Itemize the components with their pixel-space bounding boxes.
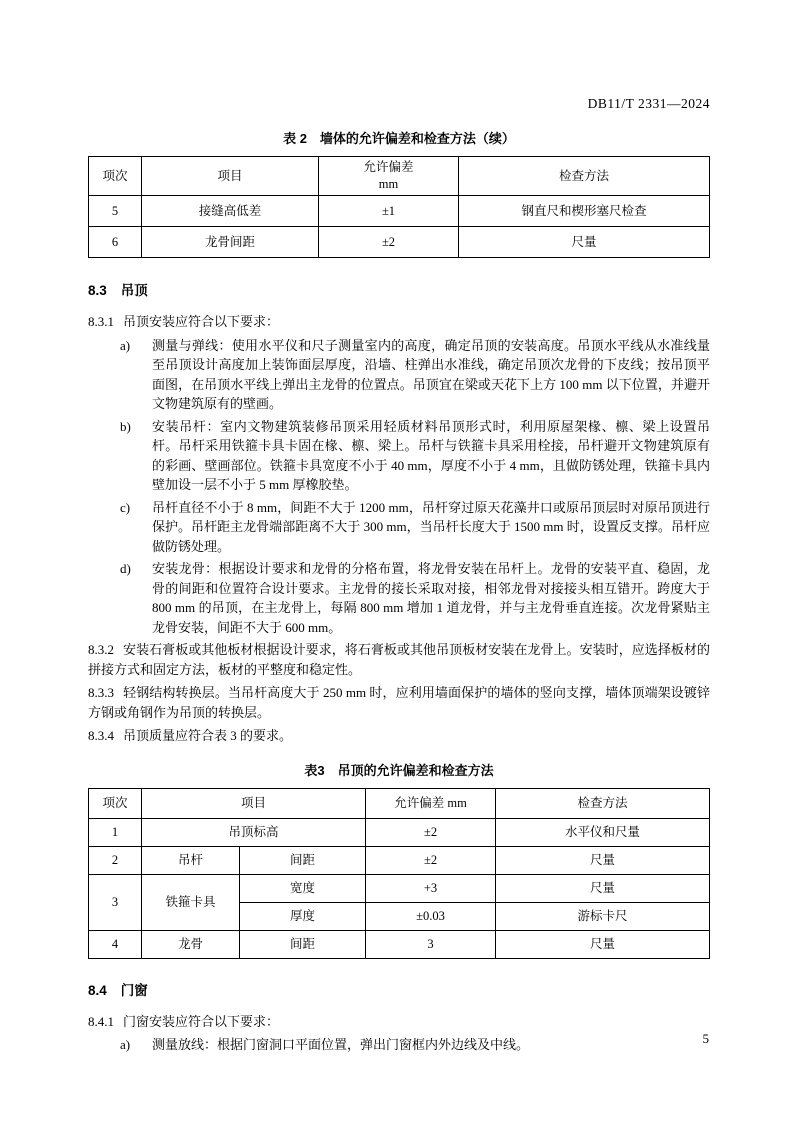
clause-number: 8.4.1 <box>88 1013 114 1029</box>
cell-tolerance: ±1 <box>319 196 459 227</box>
cell-subitem: 间距 <box>240 930 366 958</box>
cell-tolerance: ±2 <box>366 818 496 846</box>
cell-no: 1 <box>89 818 142 846</box>
cell-subitem: 宽度 <box>240 874 366 902</box>
cell-no: 6 <box>89 227 142 258</box>
list-item-a <box>88 336 710 414</box>
cell-no: 4 <box>89 930 142 958</box>
table2-header-row <box>89 157 710 196</box>
table2-col-header-method: 检查方法 <box>459 157 710 196</box>
list-text: 吊杆直径不小于 8 mm，间距不大于 1200 mm，吊杆穿过原天花藻井口或原吊顶层时对原吊顶进行保护。吊杆距主龙骨端部距离不大于 300 mm，当吊杆长度大于 1500 mm 时，设置反支撑。吊杆应做防锈处理。 <box>152 499 710 554</box>
table3-header-row <box>89 788 710 818</box>
cell-item: 接缝高低差 <box>142 196 319 227</box>
section-8-3-heading <box>88 279 710 299</box>
clause-text: 吊顶安装应符合以下要求： <box>123 314 280 329</box>
cell-item: 龙骨 <box>142 930 240 958</box>
tolerance-header-line1: 允许偏差 <box>363 160 414 175</box>
table3-row-3a <box>89 874 710 902</box>
table3-title: 表3 吊顶的允许偏差和检查方法 <box>304 762 494 778</box>
cell-no: 5 <box>89 196 142 227</box>
list-marker: c) <box>120 499 131 515</box>
cell-method: 水平仪和尺量 <box>496 818 710 846</box>
table2-col-header-item: 项目 <box>142 157 319 196</box>
table3-col-header-item: 项目 <box>142 788 366 818</box>
cell-item: 铁箍卡具 <box>142 874 240 930</box>
clause-number: 8.3.3 <box>88 685 114 700</box>
list-item-c <box>88 498 710 557</box>
table3-row-1 <box>89 818 710 846</box>
clause-8-3-4 <box>88 726 710 746</box>
list-marker: d) <box>120 561 131 576</box>
cell-item: 吊杆 <box>142 846 240 874</box>
table2-row-6 <box>89 227 710 258</box>
clause-text: 吊顶质量应符合表 3 的要求。 <box>123 728 293 743</box>
table2-row-5 <box>89 196 710 227</box>
clause-8-3-1 <box>88 312 710 332</box>
section-8-4-heading <box>88 979 710 999</box>
clause-number: 8.3.2 <box>88 642 114 657</box>
list-text: 安装龙骨：根据设计要求和龙骨的分格布置，将龙骨安装在吊杆上。龙骨的安装平直、稳固，龙骨的间距和位置符合设计要求。主龙骨的接长采取对接，相邻龙骨对接接头相互错开。跨度大于 800 mm 的吊顶，在主龙骨上，每隔 800 mm 增加 1 道龙骨，并与主龙骨垂直连接。次龙骨紧贴主龙骨安装，间距不大于 600 mm。 <box>152 561 710 635</box>
list-item-a <box>88 1035 710 1055</box>
list-text: 测量与弹线：使用水平仪和尺子测量室内的高度，确定吊顶的安装高度。吊顶水平线从水准线量至吊顶设计高度加上装饰面层厚度，沿墙、柱弹出水准线，确定吊顶次龙骨的下皮线；按吊顶平面图，在吊顶水平线上弹出主龙骨的位置点。吊顶宜在梁或天花下上方 100 mm 以下位置，并避开文物建筑原有的壁画。 <box>152 337 710 411</box>
clause-number: 8.3.1 <box>88 314 114 329</box>
table3-col-header-no: 项次 <box>89 788 142 818</box>
clause-number: 8.3.4 <box>88 728 114 743</box>
page-number: 5 <box>702 1031 709 1046</box>
section-title: 吊顶 <box>120 283 148 298</box>
list-marker: a) <box>120 337 131 353</box>
cell-item: 吊顶标高 <box>142 818 366 846</box>
section-number: 8.4 <box>88 982 107 998</box>
table3-row-4 <box>89 930 710 958</box>
cell-method: 钢直尺和楔形塞尺检查 <box>459 196 710 227</box>
cell-item: 龙骨间距 <box>142 227 319 258</box>
list-marker: a) <box>120 1037 131 1052</box>
clause-8-3-3 <box>88 683 710 722</box>
clause-text: 安装石膏板或其他板材根据设计要求，将石膏板或其他吊顶板材安装在龙骨上。安装时，应选择板材的拼接方式和固定方法，板材的平整度和稳定性。 <box>88 642 710 677</box>
cell-method: 尺量 <box>496 930 710 958</box>
cell-tolerance: 3 <box>366 930 496 958</box>
table2-col-header-no: 项次 <box>89 157 142 196</box>
clause-8-3-2 <box>88 640 710 679</box>
clause-8-4-1 <box>88 1012 710 1032</box>
section-number: 8.3 <box>88 283 107 298</box>
list-item-b <box>88 417 710 495</box>
table2-wall-tolerance <box>88 156 710 258</box>
cell-no: 2 <box>89 846 142 874</box>
cell-no: 3 <box>89 874 142 930</box>
table2-col-header-tolerance <box>319 157 459 196</box>
clause-text: 轻钢结构转换层。当吊杆高度大于 250 mm 时，应利用墙面保护的墙体的竖向支撑，墙体顶端架设镀锌方钢或角钢作为吊顶的转换层。 <box>88 685 710 720</box>
cell-method: 尺量 <box>459 227 710 258</box>
tolerance-header-unit: mm <box>378 177 399 191</box>
clause-text: 门窗安装应符合以下要求： <box>123 1013 280 1029</box>
list-item-d <box>88 559 710 637</box>
cell-method: 尺量 <box>496 874 710 902</box>
section-title: 门窗 <box>120 982 148 998</box>
cell-tolerance: +3 <box>366 874 496 902</box>
table3-col-header-method: 检查方法 <box>496 788 710 818</box>
list-marker: b) <box>120 418 131 434</box>
list-text: 测量放线：根据门窗洞口平面位置，弹出门窗框内外边线及中线。 <box>152 1037 530 1052</box>
cell-method: 尺量 <box>496 846 710 874</box>
doc-number: DB11/T 2331—2024 <box>587 96 710 111</box>
cell-method: 游标卡尺 <box>496 902 710 930</box>
table3-ceiling-tolerance <box>88 788 710 959</box>
table3-col-header-tolerance: 允许偏差 mm <box>366 788 496 818</box>
cell-tolerance: ±2 <box>366 846 496 874</box>
cell-subitem: 厚度 <box>240 902 366 930</box>
table3-row-2 <box>89 846 710 874</box>
cell-tolerance: ±2 <box>319 227 459 258</box>
list-text: 安装吊杆：室内文物建筑装修吊顶采用轻质材料吊顶形式时，利用原屋架椽、檩、梁上设置吊杆。吊杆采用铁箍卡具卡固在椽、檩、梁上。吊杆与铁箍卡具采用栓接，吊杆避开文物建筑原有的彩画、壁画部位。铁箍卡具宽度不小于 40 mm，厚度不小于 4 mm，且做防锈处理，铁箍卡具内壁加设一层不小于 5 mm 厚橡胶垫。 <box>152 418 710 492</box>
cell-subitem: 间距 <box>240 846 366 874</box>
cell-tolerance: ±0.03 <box>366 902 496 930</box>
table2-title: 表 2 墙体的允许偏差和检查方法（续） <box>283 131 515 146</box>
